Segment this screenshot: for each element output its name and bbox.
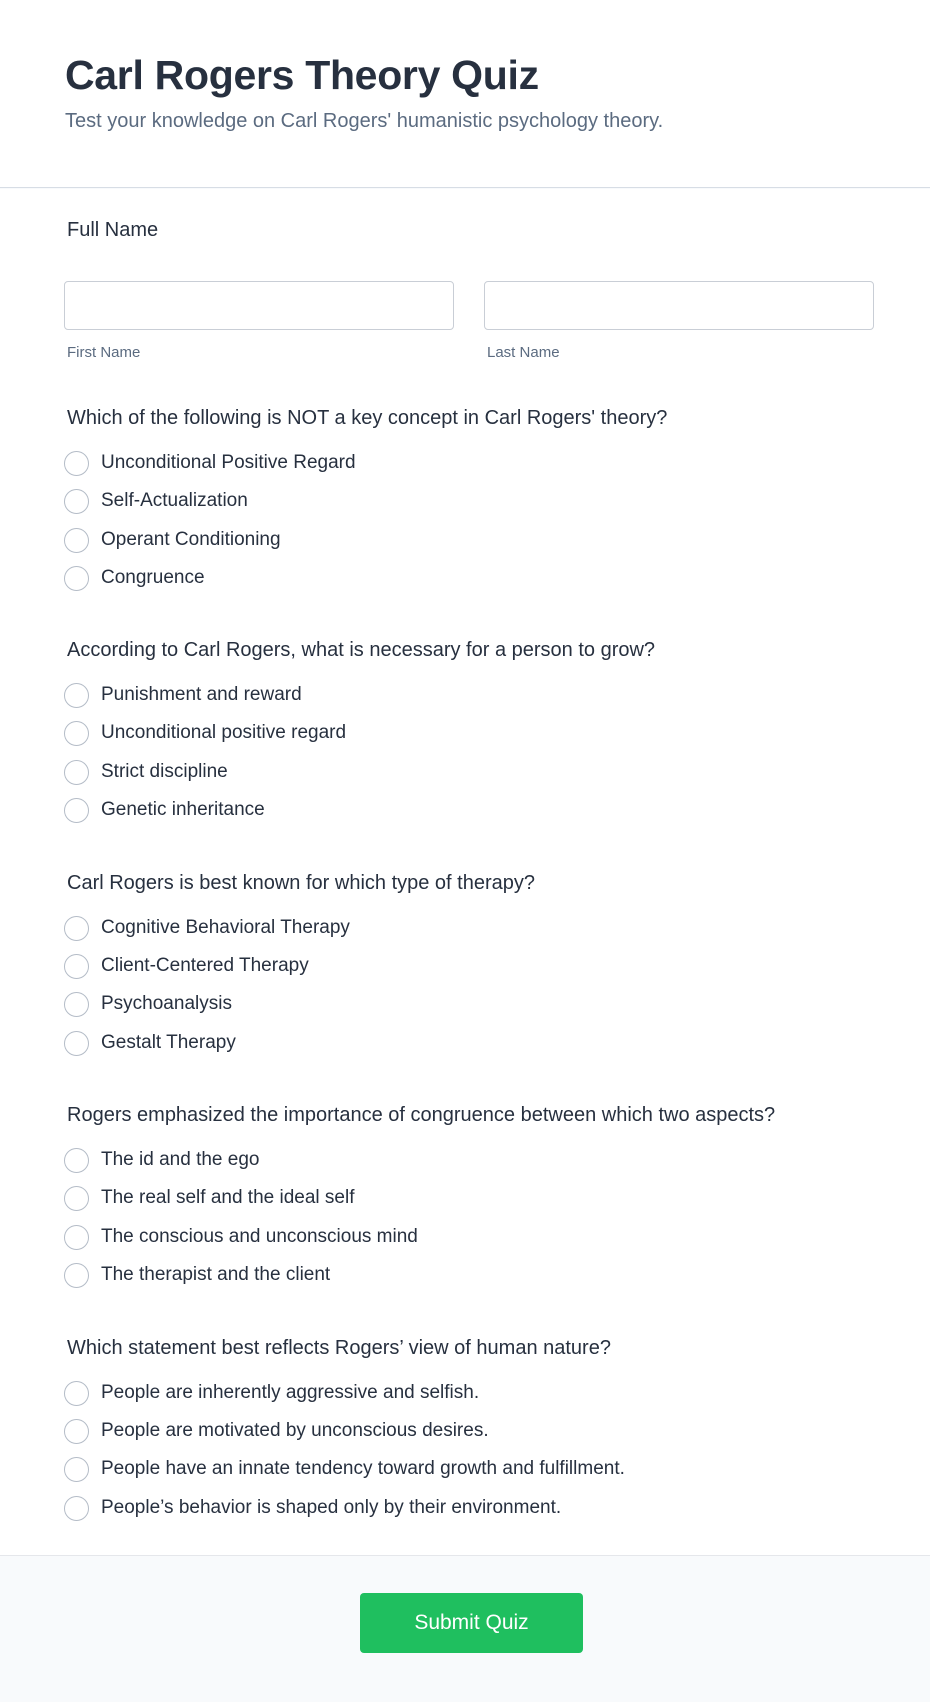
question-5-option-3[interactable] (64, 1455, 625, 1483)
option-label: Unconditional Positive Regard (101, 452, 356, 473)
radio-button[interactable] (64, 1457, 89, 1482)
question-2-option-1[interactable] (64, 681, 302, 709)
option-label: Operant Conditioning (101, 529, 281, 550)
option-label: Cognitive Behavioral Therapy (101, 917, 350, 938)
radio-button[interactable] (64, 721, 89, 746)
question-2-option-3[interactable] (64, 758, 228, 786)
radio-button[interactable] (64, 916, 89, 941)
option-label: Psychoanalysis (101, 993, 232, 1014)
question-4-option-1[interactable] (64, 1146, 259, 1174)
question-3-text: Carl Rogers is best known for which type of therapy? (67, 872, 535, 894)
last-name-sublabel: Last Name (487, 344, 560, 361)
radio-button[interactable] (64, 992, 89, 1017)
option-label: Congruence (101, 567, 205, 588)
question-1-option-1[interactable] (64, 449, 356, 477)
question-3-option-1[interactable] (64, 914, 350, 942)
option-label: The conscious and unconscious mind (101, 1226, 418, 1247)
option-label: Punishment and reward (101, 684, 302, 705)
option-label: The therapist and the client (101, 1264, 331, 1285)
radio-button[interactable] (64, 1381, 89, 1406)
page-subtitle: Test your knowledge on Carl Rogers' humanistic psychology theory. (65, 110, 664, 132)
radio-button[interactable] (64, 1225, 89, 1250)
question-1-option-4[interactable] (64, 564, 205, 592)
form-header (0, 0, 930, 188)
question-2-text: According to Carl Rogers, what is necessary for a person to grow? (67, 639, 656, 661)
option-label: People are motivated by unconscious desires. (101, 1420, 489, 1441)
question-2-option-4[interactable] (64, 796, 265, 824)
full-name-label: Full Name (67, 219, 159, 241)
radio-button[interactable] (64, 451, 89, 476)
option-label: Self-Actualization (101, 490, 248, 511)
question-2-option-2[interactable] (64, 719, 346, 747)
radio-button[interactable] (64, 1496, 89, 1521)
radio-button[interactable] (64, 566, 89, 591)
radio-button[interactable] (64, 954, 89, 979)
radio-button[interactable] (64, 1031, 89, 1056)
radio-button[interactable] (64, 489, 89, 514)
question-5-option-2[interactable] (64, 1417, 489, 1445)
radio-button[interactable] (64, 528, 89, 553)
question-4-text: Rogers emphasized the importance of congruence between which two aspects? (67, 1104, 776, 1126)
radio-button[interactable] (64, 1148, 89, 1173)
form-body (0, 189, 930, 1556)
option-label: The id and the ego (101, 1149, 260, 1170)
page-title: Carl Rogers Theory Quiz (65, 52, 539, 98)
question-5-text: Which statement best reflects Rogers’ view of human nature? (67, 1337, 611, 1359)
question-4-option-4[interactable] (64, 1261, 330, 1289)
submit-quiz-button[interactable]: Submit Quiz (360, 1593, 583, 1653)
question-4-option-3[interactable] (64, 1223, 418, 1251)
radio-button[interactable] (64, 683, 89, 708)
option-label: People have an innate tendency toward growth and fulfillment. (101, 1458, 625, 1479)
question-4-option-2[interactable] (64, 1184, 355, 1212)
question-5-option-4[interactable] (64, 1494, 561, 1522)
option-label: People’s behavior is shaped only by their environment. (101, 1497, 562, 1518)
option-label: Genetic inheritance (101, 799, 265, 820)
last-name-input[interactable] (484, 281, 874, 330)
option-label: Unconditional positive regard (101, 722, 347, 743)
question-5-option-1[interactable] (64, 1379, 479, 1407)
question-3-option-4[interactable] (64, 1029, 236, 1057)
question-3-option-2[interactable] (64, 952, 309, 980)
form-footer (0, 1557, 930, 1702)
first-name-sublabel: First Name (67, 344, 141, 361)
option-label: The real self and the ideal self (101, 1187, 355, 1208)
question-1-text: Which of the following is NOT a key concept in Carl Rogers' theory? (67, 407, 668, 429)
radio-button[interactable] (64, 760, 89, 785)
question-1-option-2[interactable] (64, 487, 248, 515)
option-label: People are inherently aggressive and selfish. (101, 1382, 480, 1403)
option-label: Client-Centered Therapy (101, 955, 309, 976)
radio-button[interactable] (64, 798, 89, 823)
option-label: Strict discipline (101, 761, 228, 782)
radio-button[interactable] (64, 1263, 89, 1288)
question-3-option-3[interactable] (64, 990, 232, 1018)
question-1-option-3[interactable] (64, 526, 281, 554)
first-name-input[interactable] (64, 281, 454, 330)
radio-button[interactable] (64, 1419, 89, 1444)
radio-button[interactable] (64, 1186, 89, 1211)
option-label: Gestalt Therapy (101, 1032, 236, 1053)
